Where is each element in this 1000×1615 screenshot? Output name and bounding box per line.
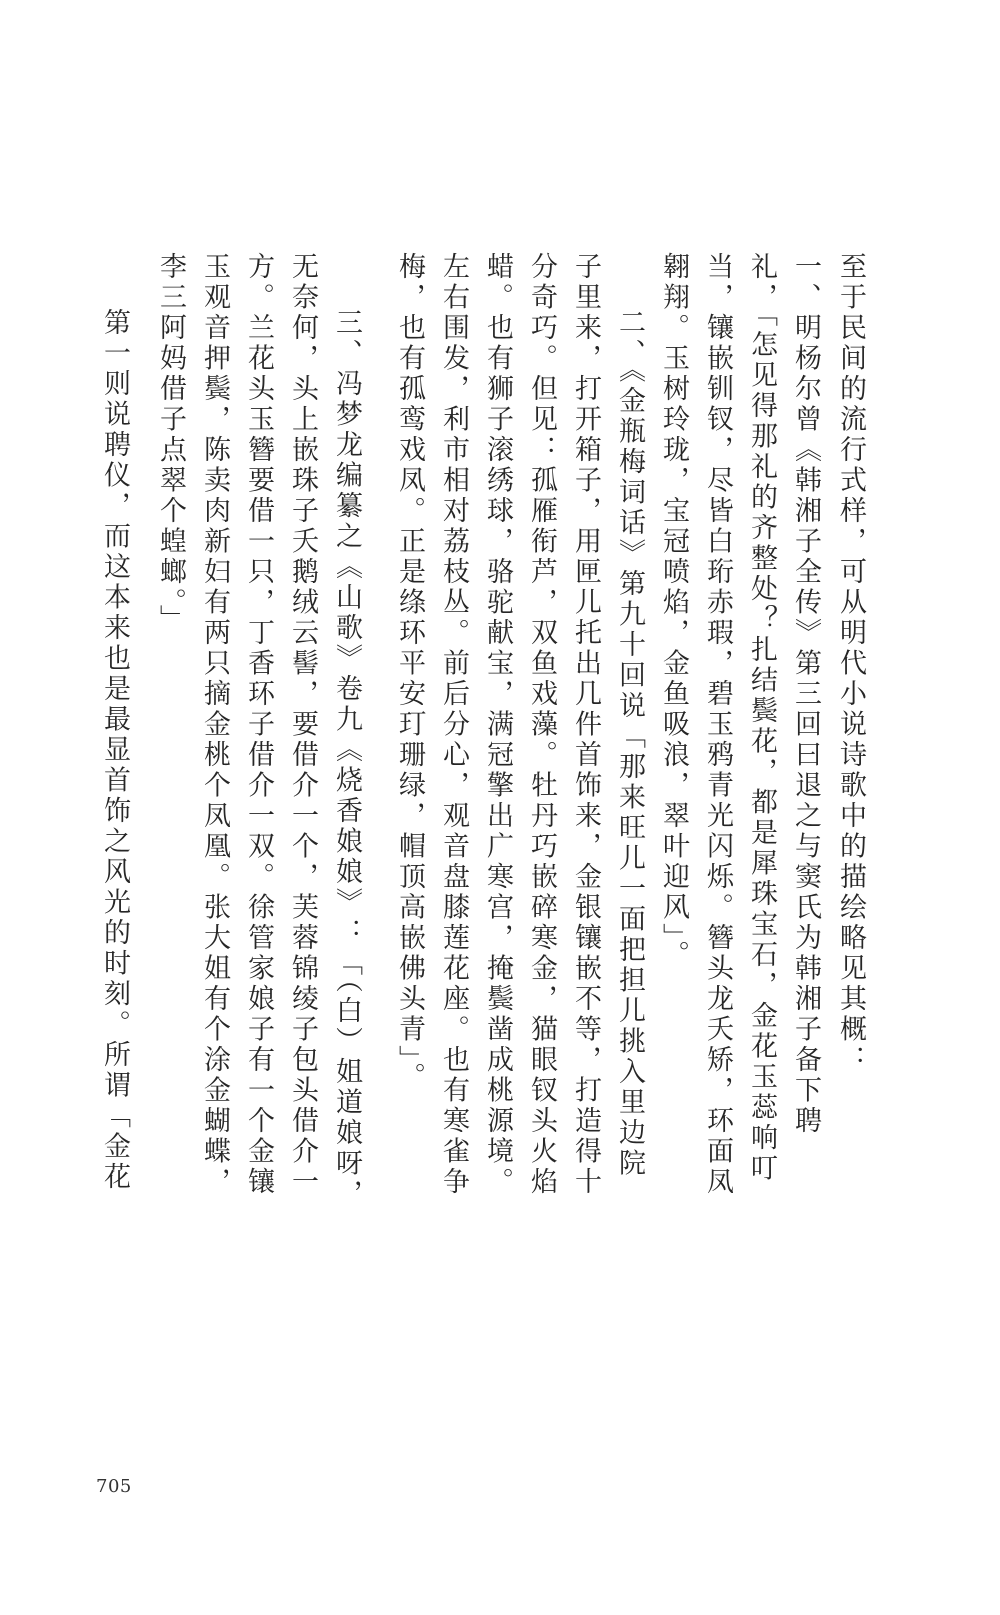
- text-column-10: 左右围发，利市相对荔枝丛。前后分心，观音盘膝莲花座。也有寒雀争: [438, 252, 469, 1198]
- text-column-8: 分奇巧。但见：孤雁衔芦，双鱼戏藻。牡丹巧嵌碎寒金，猫眼钗头火焰: [526, 252, 557, 1198]
- text-column-6: 二、《金瓶梅词话》第九十回说「那来旺儿一面把担儿挑入里边院: [614, 308, 645, 1179]
- text-column-16: 李三阿妈借子点翠个蝗螂。」: [155, 252, 186, 635]
- text-column-11: 梅，也有孤鸾戏凤。正是绦环平安玎珊绿，帽顶高嵌佛头青」。: [394, 252, 425, 1093]
- text-column-4: 当，镶嵌钏钗，尽皆白珩赤瑕，碧玉鸦青光闪烁。簪头龙夭矫，环面凤: [702, 252, 733, 1198]
- text-column-17: 第一则说聘仪，而这本来也是最显首饰之风光的时刻。所谓「金花: [99, 308, 130, 1193]
- text-column-13: 无奈何，头上嵌珠子夭鹅绒云髻，要借介一个，芙蓉锦绫子包头借介一: [287, 252, 318, 1198]
- text-column-9: 蜡。也有狮子滚绣球，骆驼献宝，满冠擎出广寒宫，掩鬓凿成桃源境。: [482, 252, 513, 1198]
- text-column-7: 子里来，打开箱子，用匣儿托出几件首饰来，金银镶嵌不等，打造得十: [570, 252, 601, 1198]
- text-column-1: 至于民间的流行式样，可从明代小说诗歌中的描绘略见其概：: [835, 252, 866, 1076]
- text-column-12: 三、冯梦龙编纂之《山歌》卷九《烧香娘娘》：「（白）姐道娘呀，: [331, 308, 362, 1210]
- text-column-14: 方。兰花头玉簪要借一只，丁香环子借介一双。徐管家娘子有一个金镶: [243, 252, 274, 1198]
- text-column-5: 翱翔。玉树玲珑，宝冠喷焰，金鱼吸浪，翠叶迎风」。: [658, 252, 689, 971]
- text-column-15: 玉观音押鬓，陈卖肉新妇有两只摘金桃个凤凰。张大姐有个涂金蝴蝶，: [199, 252, 230, 1198]
- page-number: 705: [96, 1476, 132, 1497]
- text-column-3: 礼，「怎见得那礼的齐整处？扎结鬓花，都是犀珠宝石，金花玉蕊响叮: [746, 252, 777, 1184]
- text-column-2: 一、明杨尔曾《韩湘子全传》第三回曰退之与窦氏为韩湘子备下聘: [790, 252, 821, 1137]
